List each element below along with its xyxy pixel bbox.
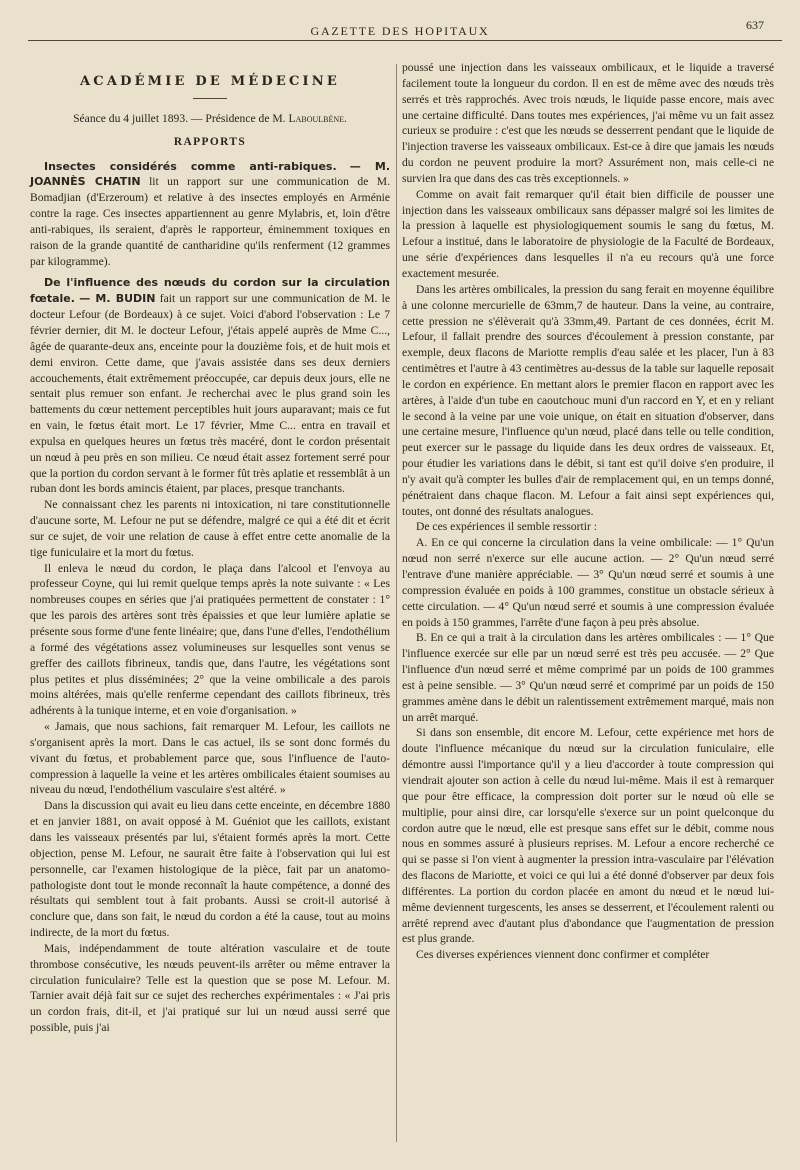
paragraph: De ces expériences il semble ressortir :	[416, 520, 597, 534]
paragraph: poussé une injection dans les vaisseaux ombilicaux, et le liquide a traversé facilement toute la longueur du cordon. Il en est de même avec des nœuds très serrés et très rapprochés. Avec trois nœuds, le liquide passe encore, mais avec une certaine difficulté. Dans toutes mes expériences, j'ai même vu un fait assez curieux se produire : c'est que les nœuds se desserrent pendant que le liquide de l'injection traverse les vaisseaux ombilicaux. Est-ce à dire que jamais les nœuds du cordon ne peuvent produire la mort? Assurément non, mais celle-ci ne survien lra que dans des cas très exceptionnels. »	[402, 61, 774, 185]
president-name: Laboulbène.	[288, 111, 347, 125]
short-rule	[193, 98, 227, 99]
rapports-heading: RAPPORTS	[173, 135, 247, 148]
insectes-author: — M. JOANNÈS CHATIN	[30, 159, 390, 189]
paragraph: Si dans son ensemble, dit encore M. Lefour, cette expérience met hors de doute l'influence mécanique du nœud sur la circulation funiculaire, elle démontre aussi l'importance qu'il y a lieu d'accorder à toute compression qui viendrait ajouter son action à celle du nœud lui-même. Mais il est à remarquer que pour être efficace, la compression doit porter sur le nœud où elle se multiplie, pour ainsi dire, car lorsqu'elle s'exerce sur un point quelconque du cordon autre que le nœud, elle est presque sans effet sur le débit, comme nous nous en sommes assuré à plusieurs reprises. M. Lefour a encore recherché ce qui se passe si l'on vient à augmenter la pression intra-vasculaire par l'élévation des flacons de Mariotte, et voici ce qui lui a été donné d'observer par deux fois différentes. La portion du cordon placée en amont du nœud et le nœud lui-même deviennent turgescents, les anses se desserrent, et l'écoulement ralenti ou arrêté reprend avec d'autant plus d'abondance que l'augmentation de pression est plus grande.	[402, 726, 774, 946]
page-number: 637	[746, 18, 764, 32]
paragraph: Mais, indépendamment de toute altération vasculaire et de toute thrombose consécutive, les nœuds peuvent-ils arrêter ou même entraver la circulation funiculaire? Telle est la question que se pose M. Lefour. M. Tarnier avait déjà fait sur ce sujet des recherches expérimentales : « J'ai pris un cordon frais, dit-il, et j'ai pratiqué sur lui un nœud aussi serré que possible, puis j'ai	[30, 941, 390, 1035]
insectes-title: Insectes considérés comme anti-rabiques.	[44, 159, 337, 173]
paragraph: Ne connaissant chez les parents ni intoxication, ni tare constitutionnelle d'aucune sorte, M. Lefour ne put se défendre, malgré ce qui a été dit et écrit sur ce sujet, de voir une relation de cause à effet entre cette anomalie de la tige funiculaire et la mort du fœtus.	[30, 498, 390, 559]
right-column	[402, 60, 774, 963]
section-heading: ACADÉMIE DE MÉDECINE	[79, 74, 340, 89]
paragraph: Ces diverses expériences viennent donc confirmer et compléter	[416, 948, 710, 962]
noeuds-title: De l'influence des nœuds du cordon sur la circulation fœtale.	[30, 276, 390, 306]
paragraph: « Jamais, que nous sachions, fait remarquer M. Lefour, les caillots ne s'organisent après la mort. Dans le cas actuel, ils se sont donc formés du vivant du fœtus, et probablement parce que, sous l'influence de l'auto-compression à laquelle la veine et les artères ombilicales étaient soumises au niveau du nœud, l'endothélium vasculaire s'est altéré. »	[30, 720, 390, 797]
noeuds-author: — M. BUDIN	[79, 292, 156, 306]
paragraph: A. En ce qui concerne la circulation dans la veine ombilicale: — 1° Qu'un nœud non serré n'exerce sur elle aucune action. — 2° Qu'un nœud serré l'entrave d'une manière appréciable. — 3° Qu'un nœud serré et soumis à une compression évaluée en poids à 100 grammes, constitue un obstacle sérieux à cette circulation. — 4° Qu'un nœud serré et soumis à une compression évaluée en poids à 150 grammes, l'arrête d'une façon à peu près absolue.	[402, 536, 774, 629]
insectes-text: lit un rapport sur une communication de M. Bomadjian (d'Erzeroum) et relative à des insectes employés en Arménie contre la rage. Ces insectes appartiennent au genre Mylabris, et, loin d'être anti-rabiques, ils seraient, d'après le rapporteur, éminemment toxiques en raison de la grande quantité de cantharidine qu'ils renferment (12 grammes par kilogramme).	[30, 175, 390, 268]
paragraph: Comme on avait fait remarquer qu'il était bien difficile de pousser une injection dans les vaisseaux ombilicaux sans dépasser malgré soi les limites de la pression à laquelle est physiologiquement soumis le sang du fœtus, M. Lefour a institué, dans le laboratoire de physiologie de la Faculté de Bordeaux, une série d'expériences dans lesquelles il n'a eu recours qu'à une force exactement mesurée.	[402, 187, 774, 280]
paragraph: Dans les artères ombilicales, la pression du sang ferait en moyenne équilibre à une colonne mercurielle de 63mm,7 de hauteur. Dans la veine, au contraire, cette pression ne s'élèverait qu'à 33mm,49. Partant de ces données, écrit M. Lefour, il fallait prendre des sources d'écoulement à pression constante, par exemple, deux flacons de Mariotte remplis d'eau salée et les placer, l'un à 83 centimètres et l'autre à 43 centimètres au-dessus de la table sur laquelle reposait le cordon en expérience. En mettant alors le premier flacon en rapport avec les artères, à l'aide d'un tube en caoutchouc muni d'un raccord en Y, et en y reliant le second à la veine par une voie unique, on était en situation d'observer, dans une certaine mesure, l'influence qu'un nœud, placé dans telle ou telle condition, peut exercer sur le passage du liquide dans les deux ordres de vaisseaux. Et, pour étudier les variations dans le débit, si tant est qu'il doive s'en produire, il n'y avait qu'à compter les bulles d'air de remplacement qui, en un temps donné, pénétraient dans chaque flacon. M. Lefour a fait ainsi sept expériences qui, toutes, ont donné des résultats analogues.	[402, 282, 774, 518]
paragraph: B. En ce qui a trait à la circulation dans les artères ombilicales : — 1° Que l'influence exercée sur elle par un nœud serré est très peu accusée. — 2° Que l'influence d'un nœud serré et même comprimé par un poids de 100 grammes est à peine sensible. — 3° Qu'un nœud serré et comprimé par un poids de 150 grammes amène dans le débit un ralentissement extrêmement marqué, mais non un arrêt marqué.	[402, 631, 774, 724]
noeuds-text: fait un rapport sur une communication de M. le docteur Lefour (de Bordeaux) à ce sujet. Voici d'abord l'observation : Le 7 février dernier, dit M. le docteur Lefour, j'étais appelé auprès de Mme C..., âgée de quarante-deux ans, enceinte pour la douzième fois, et de huit mois et demi environ. Cette dame, que j'avais assistée dans ses deux derniers accouchements, était extrêmement préoccupée, car depuis deux jours, elle ne sentait plus remuer son enfant. Je recherchai avec le plus grand soin les battements du cœur nettement perceptibles huit jours auparavant; mais ce fut en vain, le fœtus était mort. Le 17 février, Mme C... entra en travail et expulsa en quelques heures un fœtus très macéré, dont le cordon présentait un nœud à peu près en son milieu. Ce nœud était assez fortement serré pour que la portion du cordon servant à le former fût très aplatie et ressemblât à un ruban dont les bords amincis étaient, par places, presque tranchants.	[30, 292, 391, 496]
paragraph-insectes	[30, 159, 390, 270]
column-rule	[396, 64, 397, 1142]
seance-line	[30, 111, 390, 127]
paragraph: Dans la discussion qui avait eu lieu dans cette enceinte, en décembre 1880 et en janvier 1881, on avait opposé à M. Guéniot que les caillots, existant dans les vaisseaux présentés par lui, s'étaient formés après la mort. Cette objection, pense M. Lefour, ne saurait être faite à l'observation qui lui est personnelle, car l'examen histologique de la pièce, fait par un anatomo-pathologiste dont tout le monde reconnaît la haute compétence, a donné des résultats qui semblent tout à fait probants. Aussi se croit-il autorisé à conclure que, dans son fait, le nœud du cordon a été la cause, tout au moins indirecte, de la mort du fœtus.	[30, 799, 390, 940]
journal-title: GAZETTE DES HOPITAUX	[310, 24, 490, 38]
header-rule	[28, 40, 782, 41]
paragraph: Il enleva le nœud du cordon, le plaça dans l'alcool et l'envoya au professeur Coyne, qui lui remit quelque temps après la note suivante : « Les nombreuses coupes en séries que j'ai pratiquées permettent de constater : 1° que les parois des artères sont très épaissies et que leur lumière aplatie se présente sous forme d'une fente linéaire; que, dans l'une d'elles, l'endothélium a formé des végétations assez volumineuses sur lesquelles sont venus se greffer des caillots fibrineux, tandis que, dans l'autre, les végétations sont plus petites et plus disséminées; 2° que la veine ombilicale a des parois moins altérées, mais qu'elle renferme cependant des caillots fibrineux, très adhérents à la tunique interne, et en voie d'organisation. »	[30, 561, 390, 718]
paragraph-noeuds	[30, 275, 390, 497]
seance-text: Séance du 4 juillet 1893. — Présidence de M.	[73, 111, 286, 125]
left-column	[30, 58, 390, 1036]
